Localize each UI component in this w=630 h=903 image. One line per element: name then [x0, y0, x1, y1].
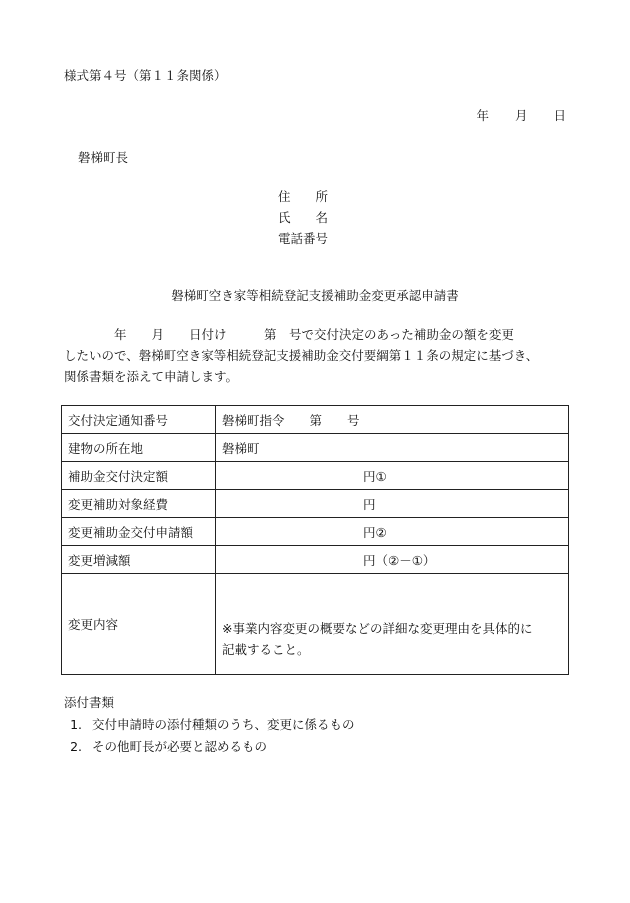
row-label-change-content: 変更内容	[62, 574, 216, 675]
applicant-address-label: 住 所	[278, 189, 329, 204]
document-title: 磐梯町空き家等相続登記支援補助金変更承認申請書	[171, 288, 459, 303]
row-value-difference[interactable]: 円（②－①）	[216, 546, 569, 574]
form-number: 様式第４号（第１１条関係）	[64, 68, 227, 83]
attachments-heading: 添付書類	[64, 695, 115, 710]
row-label-building-location: 建物の所在地	[62, 434, 216, 462]
change-content-note	[222, 618, 562, 660]
row-value-changed-expenses[interactable]: 円	[216, 490, 569, 518]
applicant-block	[278, 186, 328, 249]
body-line-1: 年 月 日付け 第 号で交付決定のあった補助金の額を変更	[64, 327, 514, 342]
row-value-change-content[interactable]	[216, 574, 569, 675]
row-label-changed-request: 変更補助金交付申請額	[62, 518, 216, 546]
attachments-section	[64, 692, 355, 758]
table-row	[62, 406, 569, 434]
date-day: 日	[553, 108, 566, 123]
date-line	[476, 106, 566, 124]
row-value-building-location[interactable]: 磐梯町	[216, 434, 569, 462]
body-line-3: 関係書類を添えて申請します。	[64, 369, 239, 384]
row-label-decided-amount: 補助金交付決定額	[62, 462, 216, 490]
date-month: 月	[514, 108, 528, 123]
note-line-1: ※事業内容変更の概要などの詳細な変更理由を具体的に	[222, 621, 533, 636]
applicant-name-label: 氏 名	[278, 210, 329, 225]
table-row	[62, 434, 569, 462]
row-value-notice-number[interactable]: 磐梯町指令 第 号	[216, 406, 569, 434]
row-label-difference: 変更増減額	[62, 546, 216, 574]
application-table	[61, 405, 569, 675]
table-row	[62, 490, 569, 518]
table-row	[62, 518, 569, 546]
row-value-decided-amount[interactable]: 円①	[216, 462, 569, 490]
table-row	[62, 462, 569, 490]
table-row	[62, 546, 569, 574]
note-line-2: 記載すること。	[222, 642, 310, 657]
row-label-changed-expenses: 変更補助対象経費	[62, 490, 216, 518]
body-line-2: したいので、磐梯町空き家等相続登記支援補助金交付要綱第１１条の規定に基づき、	[64, 348, 539, 363]
row-value-changed-request[interactable]: 円②	[216, 518, 569, 546]
applicant-phone-label: 電話番号	[278, 231, 329, 246]
attachments-list	[64, 714, 355, 758]
date-year: 年	[476, 108, 489, 123]
list-item: 1. 交付申請時の添付種類のうち、変更に係るもの	[86, 714, 355, 736]
list-item: 2. その他町長が必要と認めるもの	[86, 736, 355, 758]
table-row	[62, 574, 569, 675]
application-body	[64, 324, 574, 387]
addressee: 磐梯町長	[78, 150, 129, 165]
row-label-notice-number: 交付決定通知番号	[62, 406, 216, 434]
